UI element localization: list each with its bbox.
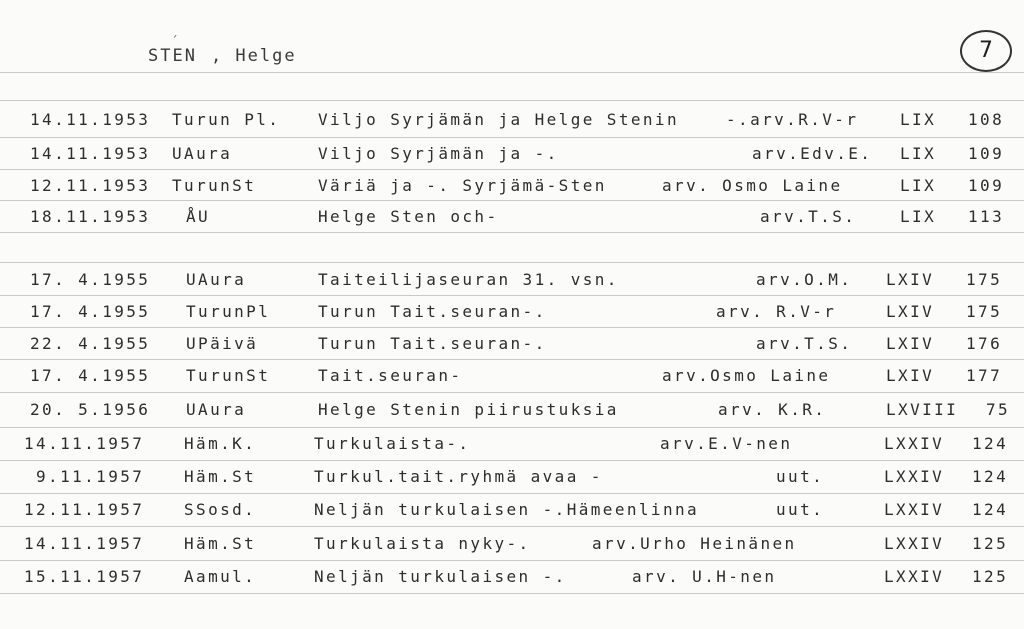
entry-title: Helge Sten och-	[318, 207, 499, 226]
given-name: , Helge	[210, 46, 297, 66]
header-rule	[0, 72, 1024, 73]
entry-date: 9.11.1957	[36, 467, 145, 486]
entry-paper: TurunPl	[186, 302, 271, 321]
rule-line	[0, 169, 1024, 170]
entry-row	[0, 396, 1024, 426]
entry-page: 113	[968, 207, 1005, 226]
entry-volume: LXIV	[886, 270, 935, 289]
rule-line	[0, 460, 1024, 461]
entry-page: 75	[986, 400, 1011, 419]
rule-line	[0, 359, 1024, 360]
rule-line	[0, 295, 1024, 296]
entry-paper: Turun Pl.	[172, 110, 281, 129]
entry-paper: UAura	[186, 270, 247, 289]
entry-reviewer: arv.Edv.E.	[752, 144, 873, 163]
entry-volume: LXVIII	[886, 400, 959, 419]
entry-paper: ÅU	[186, 207, 211, 226]
entry-volume: LIX	[900, 110, 937, 129]
entry-paper: UAura	[186, 400, 247, 419]
entry-reviewer: uut.	[776, 467, 825, 486]
entry-row	[0, 172, 1024, 202]
entry-volume: LXIV	[886, 302, 935, 321]
entry-row	[0, 430, 1024, 460]
entry-date: 17. 4.1955	[30, 302, 151, 321]
entry-paper: Aamul.	[184, 567, 257, 586]
entry-volume: LXIV	[886, 366, 935, 385]
entry-date: 14.11.1957	[24, 534, 145, 553]
entry-reviewer: arv.O.M.	[756, 270, 853, 289]
entry-paper: SSosd.	[184, 500, 257, 519]
entry-reviewer: -.arv.R.V-r	[726, 110, 859, 129]
entry-title: Turun Tait.seuran-.	[318, 334, 547, 353]
entry-page: 124	[972, 467, 1009, 486]
entry-page: 109	[968, 144, 1005, 163]
entry-page: 124	[972, 434, 1009, 453]
entry-title: Neljän turkulaisen -.	[314, 567, 567, 586]
card-number: 7	[960, 30, 1012, 72]
entry-title: Taiteilijaseuran 31. vsn.	[318, 270, 619, 289]
rule-line	[0, 137, 1024, 138]
entry-volume: LXXIV	[884, 567, 945, 586]
entry-paper: UPäivä	[186, 334, 259, 353]
rule-line	[0, 232, 1024, 233]
entry-paper: TurunSt	[172, 176, 257, 195]
entry-reviewer: arv.Urho Heinänen	[592, 534, 797, 553]
rule-line	[0, 560, 1024, 561]
entry-volume: LXIV	[886, 334, 935, 353]
entry-paper: Häm.St	[184, 467, 257, 486]
rule-line	[0, 327, 1024, 328]
entry-row	[0, 563, 1024, 593]
entry-date: 22. 4.1955	[30, 334, 151, 353]
entry-date: 14.11.1953	[30, 144, 151, 163]
entry-reviewer: arv.Osmo Laine	[662, 366, 831, 385]
entry-row	[0, 330, 1024, 360]
entry-page: 124	[972, 500, 1009, 519]
entry-reviewer: uut.	[776, 500, 825, 519]
entry-title: Turkulaista-.	[314, 434, 471, 453]
entry-reviewer: arv.T.S.	[756, 334, 853, 353]
card-heading	[148, 46, 297, 66]
entry-date: 14.11.1957	[24, 434, 145, 453]
entry-row	[0, 106, 1024, 136]
entry-title: Turkul.tait.ryhmä avaa -	[314, 467, 603, 486]
entry-reviewer: arv.T.S.	[760, 207, 857, 226]
entry-row	[0, 496, 1024, 526]
entry-title: Viljo Syrjämän ja -.	[318, 144, 559, 163]
entry-volume: LXXIV	[884, 534, 945, 553]
entry-date: 15.11.1957	[24, 567, 145, 586]
entry-reviewer: arv. R.V-r	[716, 302, 837, 321]
accent-mark: ´	[171, 34, 179, 48]
entry-reviewer: arv. Osmo Laine	[662, 176, 843, 195]
entry-title: Viljo Syrjämän ja Helge Stenin	[318, 110, 679, 129]
entry-row	[0, 266, 1024, 296]
entry-volume: LXXIV	[884, 434, 945, 453]
entry-date: 20. 5.1956	[30, 400, 151, 419]
entry-row	[0, 530, 1024, 560]
entry-date: 17. 4.1955	[30, 366, 151, 385]
entry-title: Neljän turkulaisen -.Hämeenlinna	[314, 500, 700, 519]
entry-volume: LIX	[900, 176, 937, 195]
entry-page: 175	[966, 302, 1003, 321]
entry-title: Turun Tait.seuran-.	[318, 302, 547, 321]
entry-title: Helge Stenin piirustuksia	[318, 400, 619, 419]
entry-row	[0, 362, 1024, 392]
entry-page: 125	[972, 567, 1009, 586]
entry-title: Tait.seuran-	[318, 366, 463, 385]
entry-volume: LXXIV	[884, 500, 945, 519]
entry-page: 177	[966, 366, 1003, 385]
entry-page: 109	[968, 176, 1005, 195]
entry-reviewer: arv. U.H-nen	[632, 567, 777, 586]
rule-line	[0, 392, 1024, 393]
rule-line	[0, 493, 1024, 494]
entry-title: Väriä ja -. Syrjämä-Sten	[318, 176, 607, 195]
entry-paper: UAura	[172, 144, 233, 163]
entry-paper: TurunSt	[186, 366, 271, 385]
rule-line	[0, 200, 1024, 201]
entry-page: 108	[968, 110, 1005, 129]
entry-date: 12.11.1957	[24, 500, 145, 519]
entry-paper: Häm.K.	[184, 434, 257, 453]
entry-volume: LXXIV	[884, 467, 945, 486]
entry-date: 12.11.1953	[30, 176, 151, 195]
rule-line	[0, 100, 1024, 101]
entry-date: 17. 4.1955	[30, 270, 151, 289]
entry-row	[0, 203, 1024, 233]
entry-page: 175	[966, 270, 1003, 289]
entry-reviewer: arv. K.R.	[718, 400, 827, 419]
rule-line	[0, 526, 1024, 527]
rule-line	[0, 593, 1024, 594]
entry-reviewer: arv.E.V-nen	[660, 434, 793, 453]
rule-line	[0, 427, 1024, 428]
entry-date: 18.11.1953	[30, 207, 151, 226]
entry-volume: LIX	[900, 207, 937, 226]
entry-date: 14.11.1953	[30, 110, 151, 129]
entry-row	[0, 463, 1024, 493]
entry-row	[0, 298, 1024, 328]
entry-row	[0, 140, 1024, 170]
entry-title: Turkulaista nyky-.	[314, 534, 531, 553]
entry-paper: Häm.St	[184, 534, 257, 553]
entry-volume: LIX	[900, 144, 937, 163]
entry-page: 176	[966, 334, 1003, 353]
entry-page: 125	[972, 534, 1009, 553]
rule-line	[0, 262, 1024, 263]
surname: STEN	[148, 46, 197, 66]
